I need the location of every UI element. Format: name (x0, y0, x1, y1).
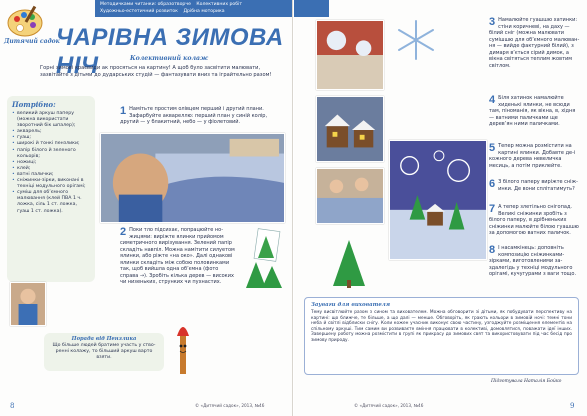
page-number-right: 9 (570, 402, 575, 410)
header-tag: Дрібна моторика (183, 8, 225, 14)
step-text: Намітьте простим олівцем перший і другий плани. Зафарбуйте аквареллю: перший план у синій колір, другий — у блакитний, небо — у фіолетовий. (120, 106, 268, 125)
material-item: • великий аркуш паперу (можна використати зворотний бік шпалер); (12, 111, 90, 129)
tip-box (44, 333, 164, 371)
step-2 (120, 227, 235, 286)
photo-finished-collage (389, 140, 487, 260)
step-6 (489, 179, 581, 192)
copyright-left: © «Дитячий садок», 2013, №46 (195, 403, 265, 408)
article-subtitle: Колективний колаж (130, 55, 209, 62)
note-title: Зауваги для вихователя (311, 302, 390, 308)
step-7 (489, 204, 581, 237)
header-bar-right (294, 0, 329, 17)
material-item: • ножиці; (12, 160, 90, 166)
step-number: 6 (489, 178, 496, 190)
header-tag: Художньо-естетичний розвиток (100, 8, 178, 14)
material-item: • акварель; (12, 129, 90, 135)
article-title: ЧАРІВНА ЗИМОВА НІЧ (56, 24, 284, 79)
palette-logo-icon (5, 3, 45, 41)
snowflake-icon (394, 18, 438, 62)
photo-painting-background (100, 133, 285, 223)
author: Підготувала Наталія Бойко (491, 379, 562, 384)
step-text: Тепер можна розмістити на картині ялинки. Добавте де-і кожного дерева невеличка месиць, а потім приклейте. (489, 143, 576, 169)
photo-child (10, 282, 46, 326)
material-item: • клей; (12, 166, 90, 172)
note-box (304, 297, 579, 375)
materials-title: Потрібно: (12, 100, 56, 109)
header-tag: Методичками читанки: образотворче (100, 2, 191, 7)
tip-text: Що більше людей братиме участь у створенні колажу, то більший аркуш варто взяти. (52, 343, 156, 361)
logo-text: Дитячий садок (4, 38, 60, 45)
step-text: З білого паперу виріжте сніжинки. Де вони сплітатимуть? (498, 179, 578, 192)
material-item: • ватні палички; (12, 172, 90, 178)
step-number: 7 (489, 203, 496, 215)
brush-character-icon (168, 318, 198, 376)
materials-list (12, 111, 90, 215)
step-text: Біля хатинок намалюйте хиденькі ялинки, не всюди там, піноманія, як вікна, в, хідня — ватними паличками ще дерев’ян ними паличками. (489, 95, 576, 127)
step-number: 3 (489, 16, 496, 28)
paper-tree-icon (236, 228, 286, 290)
step-1 (120, 106, 285, 126)
header-tag: Колективних робіт (196, 2, 243, 7)
photo-collage-sky (316, 20, 384, 90)
article-intro: Горні зимові краєвиди ак просяться на картину! А щоб було засвітити малювати, зазвітайте з дітьми до дударських студій — фантазувати вниз та іграйтельно разом! (40, 65, 272, 78)
left-page (0, 0, 293, 416)
material-item: • сніжинки-зірки, виконані в техніці модульного орігамі; (12, 178, 90, 190)
note-text: Тему висвітлюйте разом з сином та вихователем. Можна обговорити зі дітьми, як побудувати перспективу на картині: що ближче, те більше, а що далі — менше. Обговоріть, як грають кольори в зимовій ночі: темні тони неба й світлі відблиски снігу. Коли кожен учасник виконує свою частину, узгоджуйте розміщення елементів на спільному аркуші. Тим самим ви розвиваєте вміння працювати в колективі, домовлятися, поважати ідеї інших. Завершену роботу можна розмістити в групі як прикрасу до зимових свят та використовувати під час бесід про зимову природу. (311, 310, 572, 343)
step-3 (489, 17, 581, 69)
page-number-left: 8 (10, 402, 15, 410)
material-item: • гуаш; (12, 135, 90, 141)
step-text: А тепер злетільно снігопад. Великі сніжинки зробіть з білого паперу, в дрібненьких сніжинки малюйте білою гуашшю за допомогою ватних паличок. (489, 204, 579, 236)
step-5 (489, 143, 581, 169)
materials-box (7, 96, 95, 282)
tip-title: Порада від Пензлика (71, 336, 137, 342)
tree-icon (329, 236, 369, 288)
step-4 (489, 95, 581, 128)
step-number: 2 (120, 226, 127, 238)
step-text: Намалюйте гуашшю хатинки: стіни коричневі, на даху — білий сніг (можна малювати сумішшю для об’ємного малювання — вийде фактурний білий), з димаря в’ється сірий димок, а вікна світяться теплим жовтим світлом. (489, 17, 580, 69)
step-text: І насамкінець: доповніть композицію сніжинкамизірками, виготовленими заздалегідь у техніці модульного орігамі, кучугурами з ваги тощо. (489, 245, 577, 277)
copyright-right: © «Дитячий садок», 2013, №46 (354, 403, 424, 408)
step-number: 5 (489, 142, 496, 154)
material-item: • суміш для об’ємного малювання (клей ПВА 1 ч. ложка, сіль 1 ст. ложка, гуаш 1 ст. ложка). (12, 190, 90, 214)
photo-kids-table (316, 168, 384, 224)
step-number: 4 (489, 94, 496, 106)
header-tags (100, 2, 290, 15)
step-text: Поки тло підсихає, попрацюйте ножицями: виріжте ялинки прийомом симетричного вирізування. Зелений папір складіть навпіл. Можна намітити силуетом ялинки, або ріжте «на око». Далі однакові ялинки складіть між собою половинками так, щоб вийшла одна об’ємна (фото справа →). Зробіть кілька дерев — високих чи низеньких, струнких чи пухнастих. (120, 227, 235, 285)
step-8 (489, 245, 581, 278)
material-item: • широкі й тонкі пензлики; (12, 141, 90, 147)
step-number: 1 (120, 105, 127, 117)
photo-houses (316, 96, 384, 162)
right-page (294, 0, 587, 416)
material-item: • папір білого й зеленого кольорів; (12, 148, 90, 160)
step-number: 8 (489, 244, 496, 256)
